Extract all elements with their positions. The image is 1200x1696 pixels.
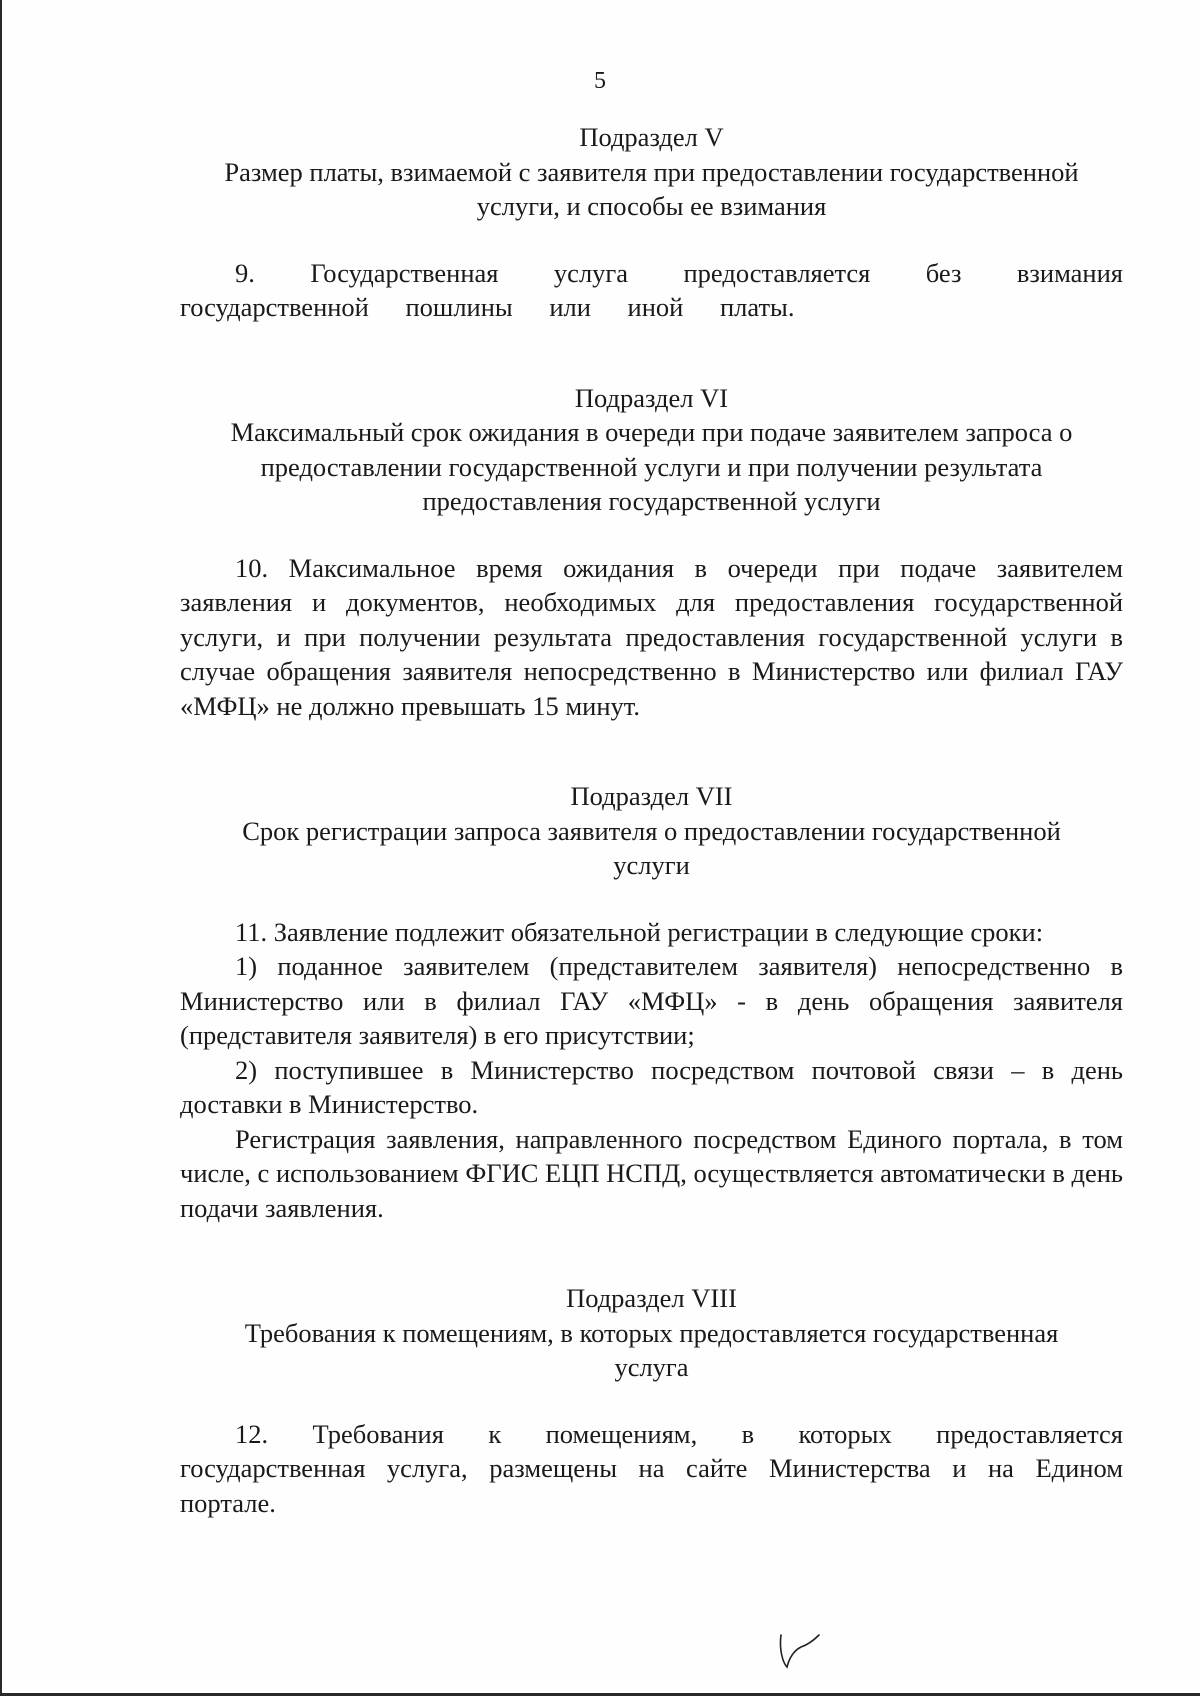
document-body <box>180 120 1123 1548</box>
paragraph: 9. Государственная услуга предоставляется без взимания государственной пошлины или иной платы. <box>180 257 1123 322</box>
section-title-line: услуга <box>614 1352 689 1382</box>
section-heading <box>180 381 1123 519</box>
section-vii <box>180 779 1123 1225</box>
section-title-line: предоставления государственной услуги <box>422 486 881 516</box>
section-vi <box>180 381 1123 724</box>
section-heading <box>180 1281 1123 1385</box>
section-title-line: предоставлении государственной услуги и при получении результата <box>260 451 1043 482</box>
section-title-line: услуги <box>613 850 690 880</box>
paragraph: 12. Требования к помещениям, в которых предоставляется государственная услуга, размещены на сайте Министерства и на Едином портале. <box>180 1418 1123 1518</box>
paragraph: Регистрация заявления, направленного посредством Единого портала, в том числе, с использованием ФГИС ЕЦП НСПД, осуществляется автоматически в день подачи заявления. <box>180 1123 1123 1223</box>
section-heading <box>180 120 1123 224</box>
subsection-number: Подраздел VI <box>574 382 729 413</box>
section-title-line: Срок регистрации запроса заявителя о предоставлении государственной <box>242 815 1061 846</box>
section-title-line: Максимальный срок ожидания в очереди при подаче заявителем запроса о <box>230 417 1073 447</box>
paragraph: 11. Заявление подлежит обязательной регистрации в следующие сроки: <box>235 916 1044 947</box>
section-viii <box>180 1281 1123 1520</box>
section-title-line: услуги, и способы ее взимания <box>476 191 827 221</box>
paragraph: 1) поданное заявителем (представителем заявителя) непосредственно в Министерство или в филиал ГАУ «МФЦ» - в день обращения заявителя (представителя заявителя) в его присутствии; <box>180 951 1123 1050</box>
subsection-number: Подраздел V <box>579 122 724 152</box>
section-heading <box>180 779 1123 883</box>
subsection-number: Подраздел VIII <box>566 1283 737 1313</box>
page-number: 5 <box>594 68 606 94</box>
handwritten-signature-icon <box>775 1625 825 1675</box>
paragraph: 10. Максимальное время ожидания в очереди при подаче заявителем заявления и документов, необходимых для предоставления государственной услуги, и при получении результата предоставления государственной услуги в случае обращения заявителя непосредственно в Министерство или филиал ГАУ «МФЦ» не должно превышать 15 минут. <box>180 552 1123 721</box>
section-v <box>180 120 1123 325</box>
paragraph: 2) поступившее в Министерство посредством почтовой связи – в день доставки в Министерство. <box>180 1054 1123 1119</box>
subsection-number: Подраздел VII <box>570 781 733 811</box>
section-title-line: Требования к помещениям, в которых предоставляется государственная <box>244 1317 1059 1348</box>
section-title-line: Размер платы, взимаемой с заявителя при предоставлении государственной <box>224 156 1079 187</box>
